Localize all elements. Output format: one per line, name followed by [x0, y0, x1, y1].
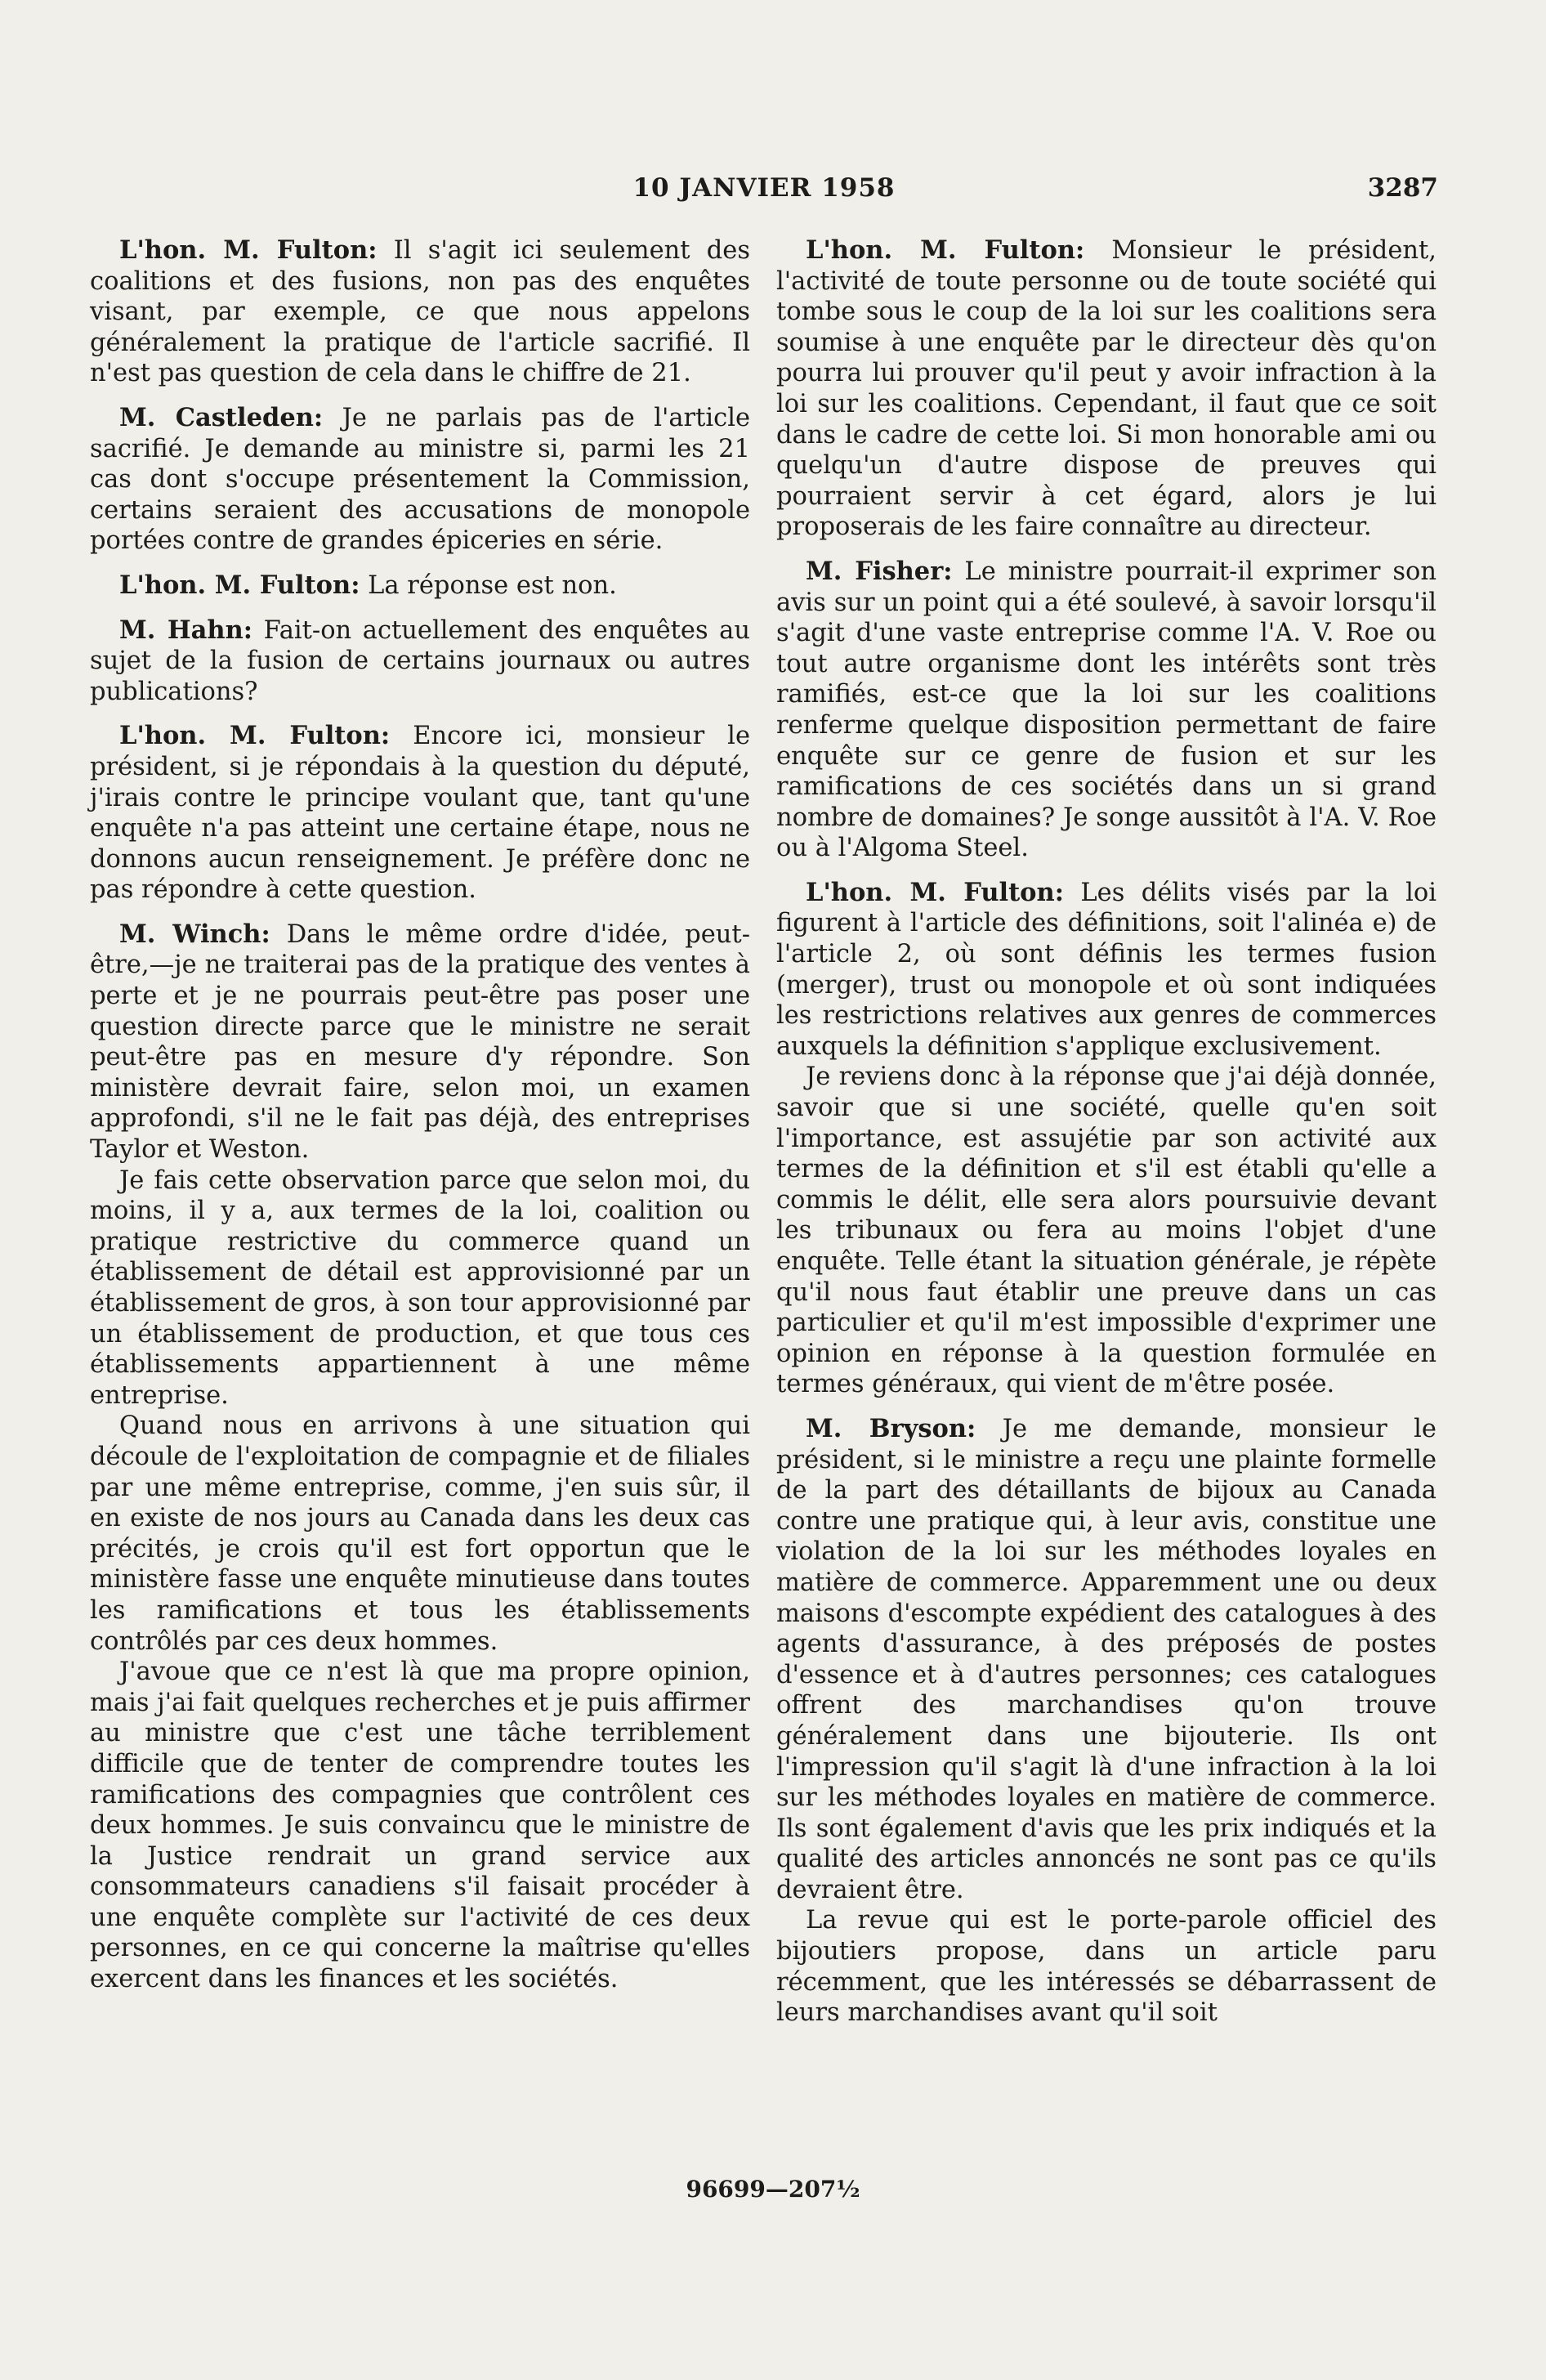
paragraph-text: Il s'agit ici seulement des coalitions et des fusions, non pas des enquêtes visant, par exemple, ce que nous appelons généralement la pratique de l'article sacrifié. Il n'est pas question de cela dans le chiffre de 21. [90, 236, 750, 388]
paragraph [776, 1062, 1437, 1400]
paragraph-text: Dans le même ordre d'idée, peut-être,—je ne traiterai pas de la pratique des ventes à perte et je ne pourrais peut-être pas poser une question directe parce que le ministre ne serait peut-être pas en mesure d'y répondre. Son ministère devrait faire, selon moi, un examen approfondi, s'il ne le fait pas déjà, des entreprises Taylor et Weston. [90, 919, 750, 1165]
paragraph-text: Quand nous en arrivons à une situation qui découle de l'exploitation de compagnie et de filiales par une même entreprise, comme, j'en suis sûr, il en existe de nos jours au Canada dans les deux cas précités, je crois qu'il est fort opportun que le ministère fasse une enquête minutieuse dans toutes les ramifications et tous les établissements contrôlés par ces deux hommes. [90, 1411, 750, 1656]
paragraph [776, 1414, 1437, 1906]
speaker-name: L'hon. M. Fulton: [119, 235, 378, 265]
left-column [90, 235, 750, 1995]
paragraph-text: La revue qui est le porte-parole officiel des bijoutiers propose, dans un article paru récemment, que les intéressés se débarrassent de leurs marchandises avant qu'il soit [776, 1906, 1437, 2028]
paragraph-text: Fait-on actuellement des enquêtes au sujet de la fusion de certains journaux ou autres publications? [90, 615, 750, 706]
paragraph [776, 557, 1437, 864]
paragraph [90, 919, 750, 1165]
paragraph [90, 721, 750, 906]
speaker-name: M. Bryson: [806, 1413, 976, 1443]
speaker-name: L'hon. M. Fulton: [806, 877, 1064, 907]
paragraph-text: Monsieur le président, l'activité de toute personne ou de toute société qui tombe sous le coup de la loi sur les coalitions sera soumise à une enquête par le directeur dès qu'on pourra lui prouver qu'il peut y avoir infraction à la loi sur les coalitions. Cependant, il faut que ce soit dans le cadre de cette loi. Si mon honorable ami ou quelqu'un d'autre dispose de preuves qui pourraient servir à cet égard, alors je lui proposerais de les faire connaître au directeur. [776, 236, 1437, 542]
paragraph [90, 570, 750, 602]
paragraph-text: Je fais cette observation parce que selon moi, du moins, il y a, aux termes de la loi, coalition ou pratique restrictive du commerce quand un établissement de détail est approvisionné par un établissement de gros, à son tour approvisionné par un établissement de production, et que tous ces établissements appartiennent à une même entreprise. [90, 1165, 750, 1410]
speaker-name: L'hon. M. Fulton: [119, 570, 360, 600]
paragraph-text: Encore ici, monsieur le président, si je répondais à la question du député, j'irais contre le principe voulant que, tant qu'une enquête n'a pas atteint une certaine étape, nous ne donnons aucun renseignement. Je préfère donc ne pas répondre à cette question. [90, 722, 750, 905]
speaker-name: L'hon. M. Fulton: [806, 235, 1085, 265]
speaker-name: M. Winch: [119, 919, 270, 949]
speaker-name: M. Fisher: [806, 556, 953, 586]
speaker-name: M. Hahn: [119, 615, 253, 645]
paragraph [90, 1657, 750, 1995]
paragraph [90, 235, 750, 389]
paragraph-text: Les délits visés par la loi figurent à l'article des définitions, soit l'alinéa e) de l'article 2, où sont définis les termes fusion (merger), trust ou monopole et où sont indiquées les restrictions relatives aux genres de commerces auxquels la définition s'applique exclusivement. [776, 878, 1437, 1061]
speaker-name: M. Castleden: [119, 402, 324, 432]
page-number: 3287 [1367, 173, 1438, 203]
paragraph [90, 1411, 750, 1657]
paragraph-text: Je reviens donc à la réponse que j'ai déjà donnée, savoir que si une société, quelle qu'en soit l'importance, est assujétie par son activité aux termes de la définition et s'il est établi qu'elle a commis le délit, elle sera alors poursuivie devant les tribunaux ou fera au moins l'objet d'une enquête. Telle étant la situation générale, je répète qu'il nous faut établir une preuve dans un cas particulier et qu'il m'est impossible d'exprimer une opinion en réponse à la question formulée en termes généraux, qui vient de m'être posée. [776, 1062, 1437, 1399]
paragraph [90, 1165, 750, 1411]
paragraph [90, 615, 750, 708]
paragraph-text: Je ne parlais pas de l'article sacrifié. Je demande au ministre si, parmi les 21 cas dont s'occupe présentement la Commission, certains seraient des accusations de monopole portées contre de grandes épiceries en série. [90, 403, 750, 556]
paragraph-text: J'avoue que ce n'est là que ma propre opinion, mais j'ai fait quelques recherches et je puis affirmer au ministre que c'est une tâche terriblement difficile que de tenter de comprendre toutes les ramifications des compagnies que contrôlent ces deux hommes. Je suis convaincu que le ministre de la Justice rendrait un grand service aux consommateurs canadiens s'il faisait procéder à une enquête complète sur l'activité de ces deux personnes, en ce qui concerne la maîtrise qu'elles exercent dans les finances et les sociétés. [90, 1658, 750, 1994]
header-date: 10 JANVIER 1958 [632, 173, 896, 203]
paragraph-text: Le ministre pourrait-il exprimer son avis sur un point qui a été soulevé, à savoir lorsqu'il s'agit d'une vaste entreprise comme l'A. V. Roe ou tout autre organisme dont les intérêts sont très ramifiés, est-ce que la loi sur les coalitions renferme quelque disposition permettant de faire enquête sur ce genre de fusion et sur les ramifications de ces sociétés dans un si grand nombre de domaines? Je songe aussitôt à l'A. V. Roe ou à l'Algoma Steel. [776, 557, 1437, 863]
paragraph [776, 878, 1437, 1062]
speaker-name: L'hon. M. Fulton: [119, 721, 391, 751]
paragraph [90, 403, 750, 557]
footer-print-code: 96699—207½ [686, 2176, 860, 2203]
right-column [776, 235, 1437, 2029]
paragraph [776, 235, 1437, 543]
paragraph [776, 1905, 1437, 2028]
paragraph-text: La réponse est non. [360, 570, 617, 600]
paragraph-text: Je me demande, monsieur le président, si le ministre a reçu une plainte formelle de la part des détaillants de bijoux au Canada contre une pratique qui, à leur avis, constitue une violation de la loi sur les méthodes loyales en matière de commerce. Apparemment une ou deux maisons d'escompte expédient des catalogues à des agents d'assurance, à des préposés de postes d'essence et à d'autres personnes; ces catalogues offrent des marchandises qu'on trouve généralement dans une bijouterie. Ils ont l'impression qu'il s'agit là d'une infraction à la loi sur les méthodes loyales en matière de commerce. Ils sont également d'avis que les prix indiqués et la qualité des articles annoncés ne sont pas ce qu'ils devraient être. [776, 1414, 1437, 1904]
page-header [90, 173, 1438, 209]
